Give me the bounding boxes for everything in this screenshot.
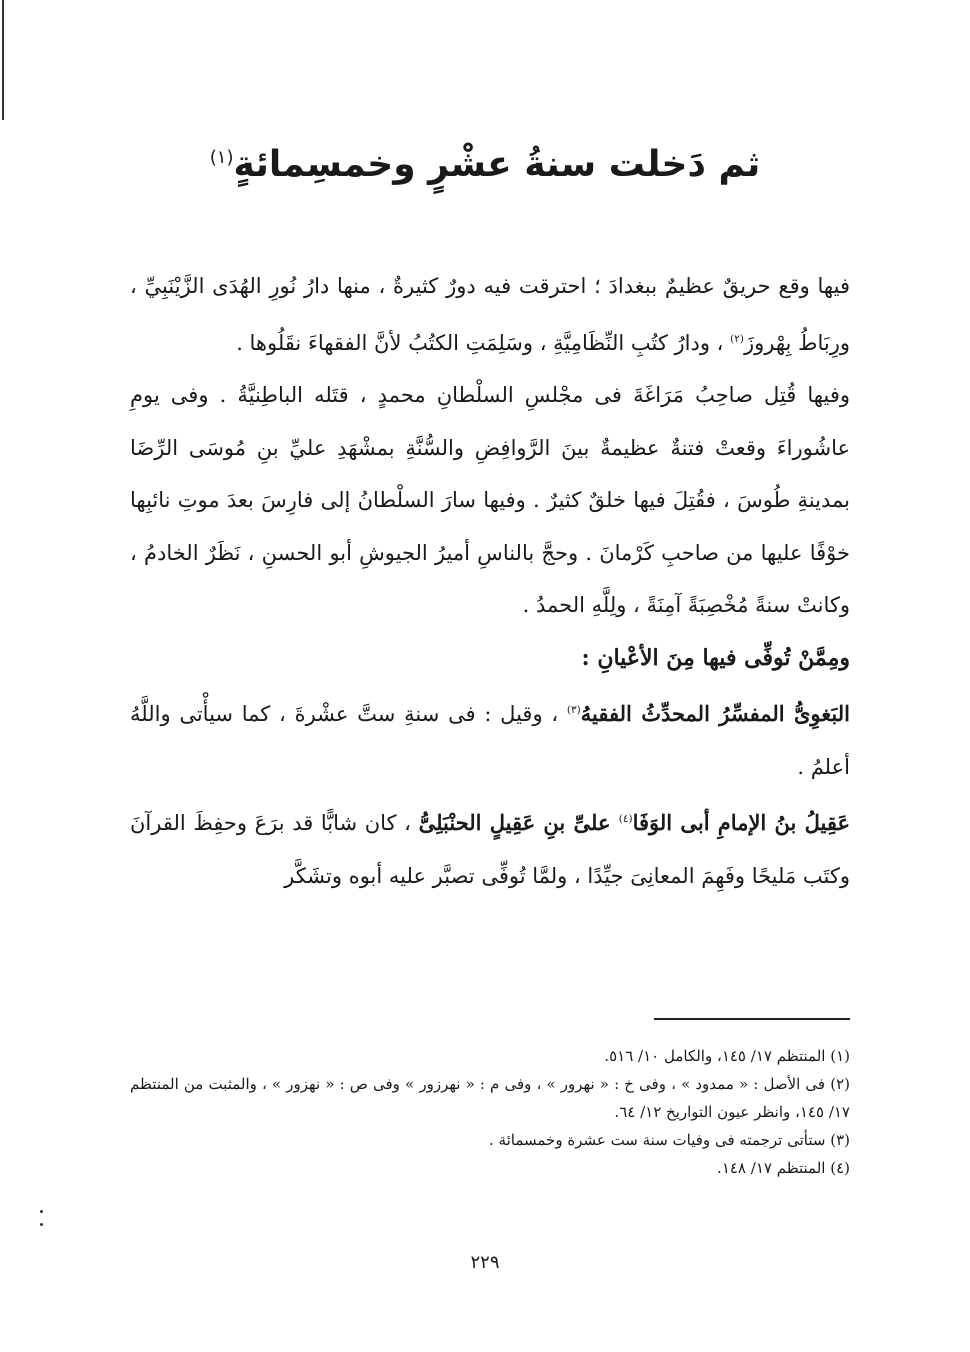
section-heading-notables: ومِمَّنْ تُوفِّى فيها مِنَ الأعْيانِ : <box>581 644 850 671</box>
baghawi-text: ، وقيل : فى سنةِ ستَّ عشْرةَ ، كما سيأْتى واللَّهُ أعلمُ . <box>130 702 850 779</box>
footnote-divider <box>654 1018 850 1020</box>
scan-edge-line <box>2 0 4 120</box>
paragraph-events: وفيها قُتِل صاحِبُ مَرَاغَةَ فى مجْلسِ السلْطانِ محمدٍ ، قتَله الباطِنيَّةُ . وفى يومِ عاشُوراءَ وقعتْ فتنةٌ عظيمةٌ بينَ الرَّوافِضِ والسُّنَّةِ بمشْهَدِ عليِّ بنِ مُوسَى الرِّضَا بمدينةِ طُوسَ ، فقُتِلَ فيها خلقٌ كثيرٌ . وفيها سارَ السلْطانُ إلى فارِسَ بعدَ موتِ نائبِها خوْفًا عليها من صاحبِ كَرْمانَ . وحجَّ بالناسِ أميرُ الجيوشِ أبو الحسنِ ، نَظَرٌ الخادمُ ، وكانتْ سنةً مُخْصِبَةً آمِنَةً ، ولِلَّهِ الحمدُ . <box>130 383 850 617</box>
paragraph-fire-part2: ، ودارُ كتُبِ النِّظَامِيَّةِ ، وسَلِمَتِ الكتُبُ لأنَّ الفقهاءَ نقَلُوها . <box>236 330 731 355</box>
footnote-4: (٤) المنتظم ١٧/ ١٤٨. <box>717 1159 850 1177</box>
footnote-3: (٣) ستأتى ترجمته فى وفيات سنة ست عشرة وخمسمائة . <box>489 1131 850 1149</box>
footnote-ref-3: (٣) <box>566 704 581 716</box>
paragraph-fire <box>130 260 850 369</box>
footnote-ref-4: (٤) <box>618 813 633 825</box>
paragraph-fire-part1: فيها وقع حريقٌ عظيمٌ ببغدادَ ؛ احترقت فيه دورٌ كثيرةٌ ، منها دارُ نُورِ الهُدَى الزَّيْنَبِيِّ ، ورِبَاطُ بِهْروزَ <box>130 274 850 355</box>
aqil-name-part1: عَقِيلُ بنُ الإمامِ أبى الوَفَا <box>632 810 850 835</box>
paragraph-baghawi <box>130 684 850 793</box>
scan-specks <box>40 1210 50 1240</box>
main-text <box>130 260 850 902</box>
paragraph-aqil <box>130 793 850 902</box>
aqil-text: ، كان شابًّا قد برَعَ وحفِظَ القرآنَ وكتَب مَليحًا وفَهِمَ المعانِىَ جيِّدًا ، ولمَّا تُوفِّى تصبَّر عليه أبوه وتشَكَّر <box>130 811 850 888</box>
chapter-title-text: ثم دَخلت سنةُ عشْرٍ وخمسِمائةٍ <box>233 144 761 185</box>
aqil-name-part2: علىِّ بنِ عَقِيلٍ الحنْبَلِىُّ <box>418 810 619 835</box>
footnote-ref-2: (٢) <box>730 332 744 345</box>
page-number: ٢٢٩ <box>470 1252 500 1273</box>
footnote-1: (١) المنتظم ١٧/ ١٤٥، والكامل ١٠/ ٥١٦. <box>604 1047 850 1065</box>
baghawi-name: البَغوِىُّ المفسِّرُ المحدِّثُ الفقيهُ <box>580 701 850 726</box>
footnote-2: (٢) فى الأصل : « ممدود » ، وفى خ : « نهرور » ، وفى م : « نهرزور » وفى ص : « نهزور » ، والمثبت من المنتظم ١٧/ ١٤٥، وانظر عيون التواريخ ١٢/ ٦٤. <box>130 1075 850 1121</box>
footnotes <box>130 1042 850 1182</box>
title-footnote-ref: (١) <box>209 147 234 168</box>
chapter-title <box>0 140 970 190</box>
